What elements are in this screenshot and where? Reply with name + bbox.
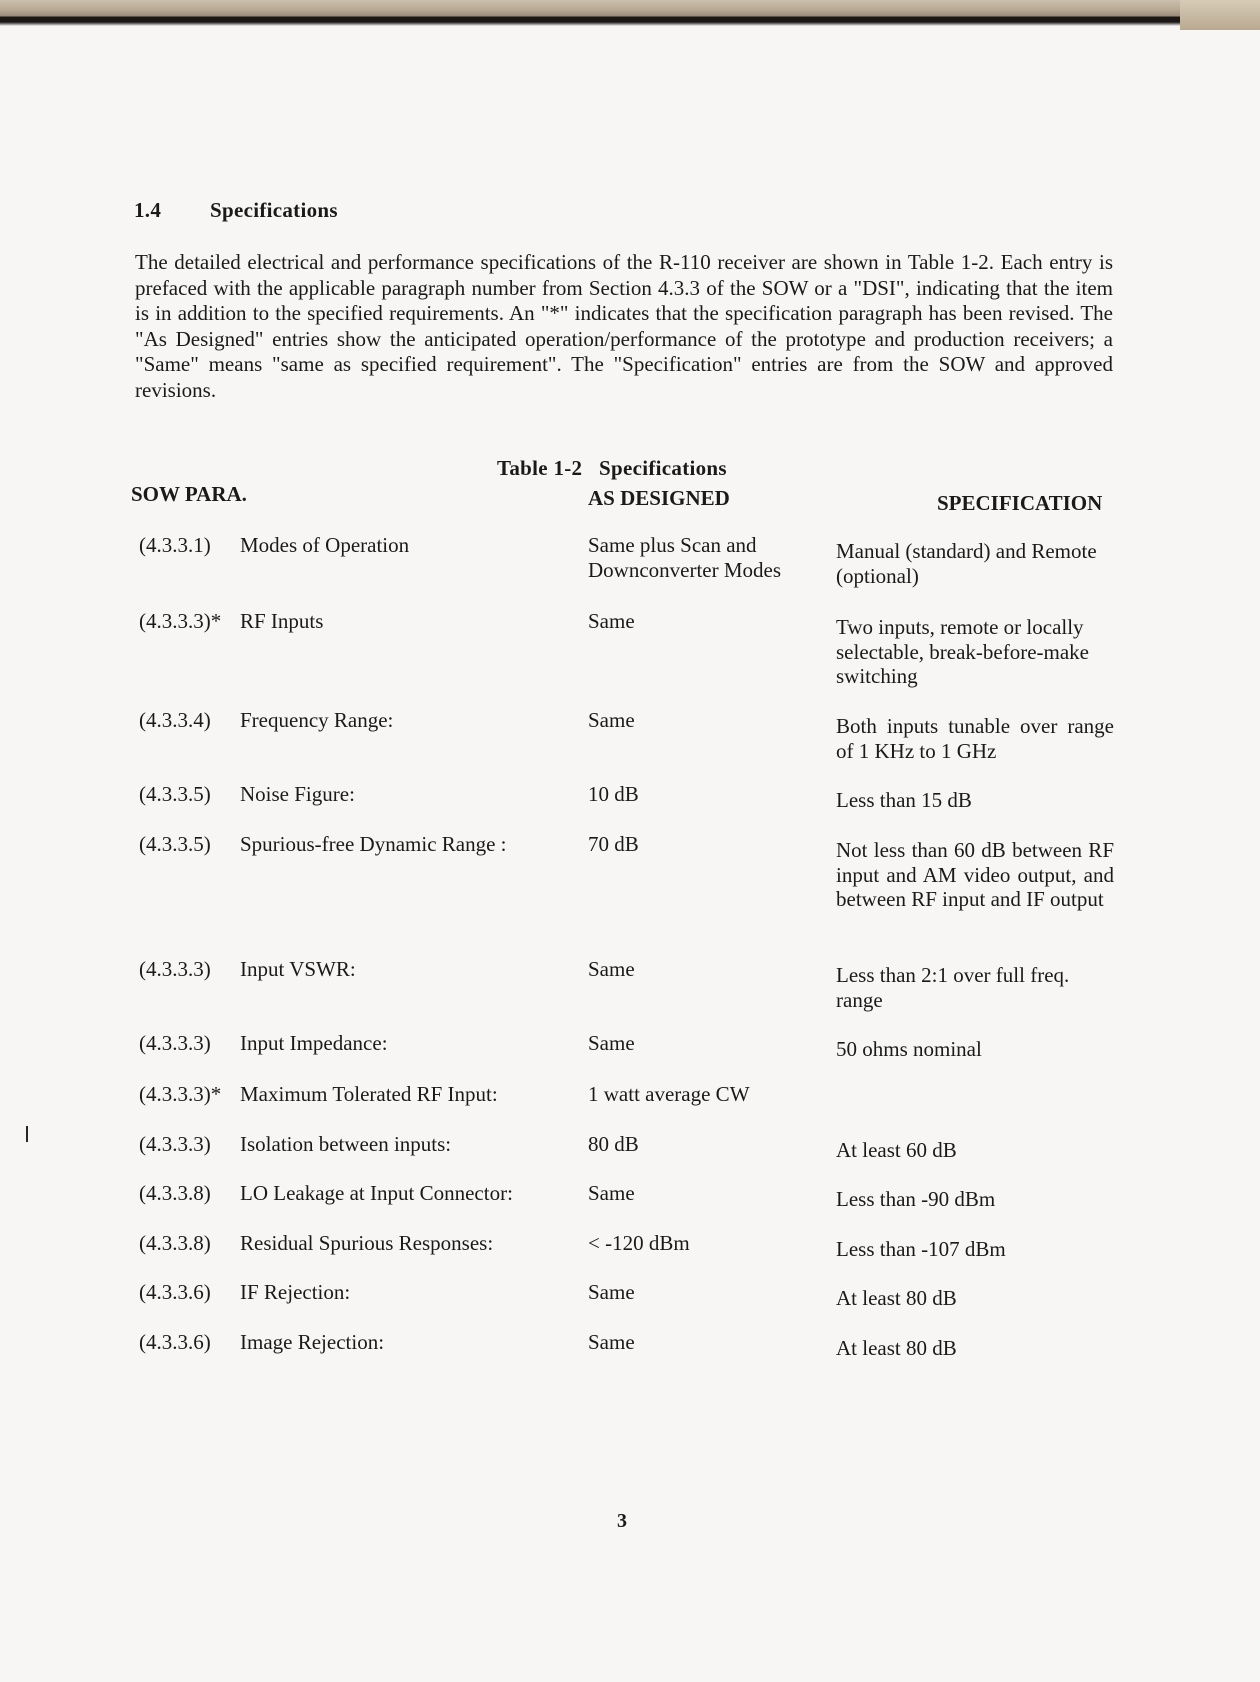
row-designed: < -120 dBm <box>588 1231 690 1255</box>
row-para: (4.3.3.4) <box>139 708 211 732</box>
row-para: (4.3.3.3) <box>139 957 211 981</box>
section-number: 1.4 <box>134 198 162 222</box>
row-designed: Same <box>588 1330 635 1354</box>
row-name: LO Leakage at Input Connector: <box>240 1181 513 1205</box>
row-designed: Same plus Scan and Downconverter Modes <box>588 533 782 582</box>
row-para: (4.3.3.8) <box>139 1181 211 1205</box>
row-para: (4.3.3.1) <box>139 533 211 557</box>
row-spec: At least 80 dB <box>836 1336 957 1360</box>
margin-mark <box>26 1126 28 1142</box>
row-spec: At least 60 dB <box>836 1138 957 1162</box>
row-para: (4.3.3.5) <box>139 782 211 806</box>
row-designed: Same <box>588 957 635 981</box>
row-spec: Both inputs tunable over range of 1 KHz to 1 GHz <box>836 714 1114 763</box>
row-designed: 1 watt average CW <box>588 1082 750 1106</box>
row-spec: 50 ohms nominal <box>836 1037 982 1061</box>
row-name: Image Rejection: <box>240 1330 385 1354</box>
section-title: Specifications <box>210 198 338 222</box>
row-para: (4.3.3.3)* <box>139 1082 222 1106</box>
row-name: IF Rejection: <box>240 1280 351 1304</box>
row-designed: Same <box>588 1181 635 1205</box>
row-para: (4.3.3.3)* <box>139 609 222 633</box>
row-name: Input VSWR: <box>240 957 356 981</box>
row-name: Residual Spurious Responses: <box>240 1231 494 1255</box>
row-para: (4.3.3.6) <box>139 1280 211 1304</box>
row-name: Isolation between inputs: <box>240 1132 452 1156</box>
row-designed: 10 dB <box>588 782 639 806</box>
row-spec: At least 80 dB <box>836 1286 957 1310</box>
row-spec: Manual (standard) and Remote (optional) <box>836 539 1097 588</box>
row-name: Frequency Range: <box>240 708 394 732</box>
row-para: (4.3.3.5) <box>139 832 211 856</box>
row-designed: Same <box>588 1031 635 1055</box>
table-title: Table 1-2 Specifications <box>497 456 727 480</box>
row-spec: Less than -107 dBm <box>836 1237 1006 1261</box>
column-header-as-designed: AS DESIGNED <box>588 486 730 510</box>
row-name: Modes of Operation <box>240 533 410 557</box>
row-spec: Not less than 60 dB between RF input and AM video output, and between RF input and IF output <box>836 838 1114 911</box>
row-spec: Less than 15 dB <box>836 788 972 812</box>
column-header-specification: SPECIFICATION <box>937 491 1103 515</box>
row-spec: Two inputs, remote or locally selectable, break-before-make switching <box>836 615 1090 688</box>
row-para: (4.3.3.6) <box>139 1330 211 1354</box>
row-para: (4.3.3.8) <box>139 1231 211 1255</box>
intro-paragraph: The detailed electrical and performance specifications of the R-110 receiver are shown in Table 1-2. Each entry is prefaced with the applicable paragraph number from Section 4.3.3 of the SOW or a "DSI", indicating that the item is in addition to the specified requirements. An "*" indicates that the specification paragraph has been revised. The "As Designed" entries show the anticipated operation/performance of the prototype and production receivers; a "Same" means "same as specified requirement". The "Specification" entries are from the SOW and approved revisions. <box>135 250 1113 402</box>
column-header-sow-para: SOW PARA. <box>131 482 247 506</box>
row-name: Spurious-free Dynamic Range : <box>240 832 507 856</box>
page-top-edge <box>0 0 1260 30</box>
row-designed: 80 dB <box>588 1132 639 1156</box>
row-name: Noise Figure: <box>240 782 355 806</box>
row-designed: Same <box>588 609 635 633</box>
row-name: Input Impedance: <box>240 1031 388 1055</box>
section-heading <box>134 198 338 223</box>
row-designed: Same <box>588 1280 635 1304</box>
row-para: (4.3.3.3) <box>139 1031 211 1055</box>
row-name: RF Inputs <box>240 609 324 633</box>
row-designed: 70 dB <box>588 832 639 856</box>
row-designed: Same <box>588 708 635 732</box>
page-number: 3 <box>617 1510 627 1532</box>
row-spec: Less than 2:1 over full freq. range <box>836 963 1070 1012</box>
row-para: (4.3.3.3) <box>139 1132 211 1156</box>
row-name: Maximum Tolerated RF Input: <box>240 1082 498 1106</box>
row-spec: Less than -90 dBm <box>836 1187 996 1211</box>
